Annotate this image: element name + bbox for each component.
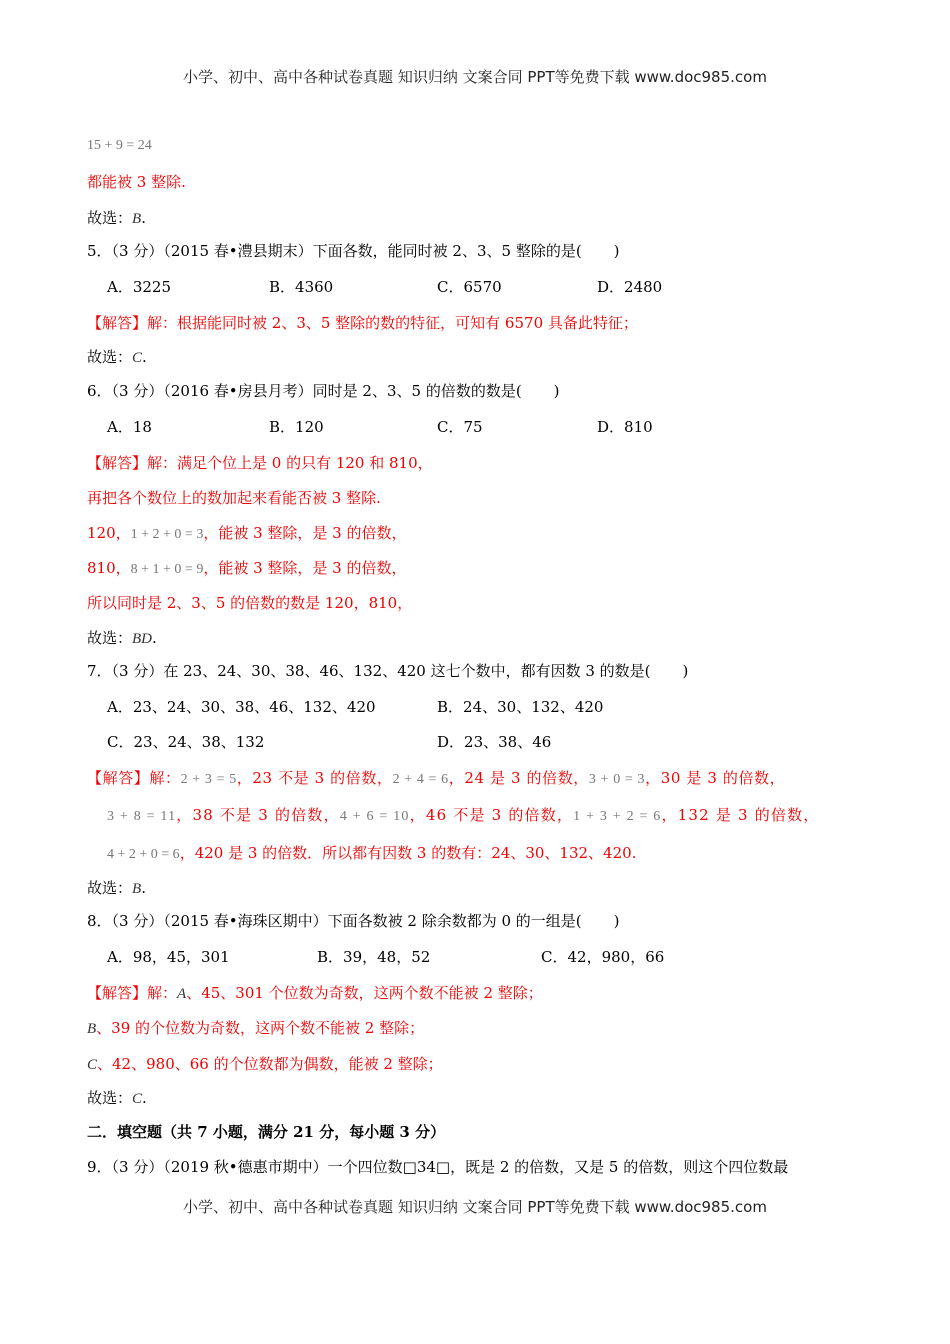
q6-stem: 6．（3 分）（2016 春•房县月考）同时是 2、3、5 的倍数的数是( ) — [87, 382, 560, 400]
q8-solution-line3: C、42、980、66 的个位数都为偶数，能被 2 整除； — [87, 1055, 443, 1073]
q6-solution-line4: 810，8 + 1 + 0 = 9，能被 3 整除，是 3 的倍数， — [87, 559, 407, 577]
q6-option-d: D．810 — [597, 418, 653, 436]
q6-option-a: A．18 — [107, 418, 152, 436]
q5-option-c: C．6570 — [437, 278, 502, 296]
q6-option-b: B．120 — [269, 418, 324, 436]
q9-stem: 9．（3 分）（2019 秋•德惠市期中）一个四位数□34□，既是 2 的倍数，又是 5 的倍数，则这个四位数最 — [87, 1158, 789, 1176]
q7-solution-line2: 3 + 8 = 11，38 不是 3 的倍数，4 + 6 = 10，46 不是 3 的倍数，1 + 3 + 2 = 6，132 是 3 的倍数， — [107, 806, 820, 824]
q8-option-c: C．42，980，66 — [541, 948, 665, 966]
q5-stem: 5．（3 分）（2015 春•澧县期末）下面各数，能同时被 2、3、5 整除的是( ) — [87, 242, 620, 260]
q7-answer: 故选：B. — [87, 879, 146, 897]
q7-option-a: A．23、24、30、38、46、132、420 — [107, 698, 376, 716]
prev-formula: 15 + 9 = 24 — [87, 138, 152, 153]
q5-answer: 故选：C. — [87, 348, 147, 366]
q6-solution-line1: 【解答】解：满足个位上是 0 的只有 120 和 810， — [87, 454, 433, 472]
q8-option-a: A．98，45，301 — [107, 948, 230, 966]
q8-option-b: B．39，48，52 — [317, 948, 431, 966]
q8-stem: 8．（3 分）（2015 春•海珠区期中）下面各数被 2 除余数都为 0 的一组是( ) — [87, 912, 620, 930]
q7-solution-line3: 4 + 2 + 0 = 6，420 是 3 的倍数．所以都有因数 3 的数有：24、30、132、420. — [107, 844, 637, 862]
q7-option-b: B．24、30、132、420 — [437, 698, 604, 716]
q5-option-a: A．3225 — [107, 278, 172, 296]
q5-option-d: D．2480 — [597, 278, 663, 296]
q6-answer: 故选：BD. — [87, 629, 157, 647]
q6-solution-line5: 所以同时是 2、3、5 的倍数的数是 120，810， — [87, 594, 413, 612]
q6-solution-line3: 120，1 + 2 + 0 = 3，能被 3 整除，是 3 的倍数， — [87, 524, 407, 542]
prev-solution-text: 都能被 3 整除. — [87, 173, 186, 191]
q7-option-c: C．23、24、38、132 — [107, 733, 265, 751]
q8-solution-line2: B、39 的个位数为奇数，这两个数不能被 2 整除； — [87, 1019, 425, 1037]
q7-solution-line1: 【解答】解：2 + 3 = 5，23 不是 3 的倍数，2 + 4 = 6，24 是 3 的倍数，3 + 0 = 3，30 是 3 的倍数， — [87, 769, 786, 787]
page-header: 小学、初中、高中各种试卷真题 知识归纳 文案合同 PPT等免费下载 www.doc985.com — [183, 68, 767, 86]
prev-answer: 故选：B. — [87, 209, 146, 227]
q6-option-c: C．75 — [437, 418, 483, 436]
q5-option-b: B．4360 — [269, 278, 334, 296]
q7-stem: 7．（3 分）在 23、24、30、38、46、132、420 这七个数中，都有因数 3 的数是( ) — [87, 662, 689, 680]
section-heading: 二．填空题（共 7 小题，满分 21 分，每小题 3 分） — [87, 1123, 446, 1141]
q7-option-d: D．23、38、46 — [437, 733, 552, 751]
q8-answer: 故选：C. — [87, 1089, 147, 1107]
q6-solution-line2: 再把各个数位上的数加起来看能否被 3 整除. — [87, 489, 381, 507]
q8-solution-line1: 【解答】解：A、45、301 个位数为奇数，这两个数不能被 2 整除； — [87, 984, 543, 1002]
page-footer: 小学、初中、高中各种试卷真题 知识归纳 文案合同 PPT等免费下载 www.doc985.com — [183, 1198, 767, 1216]
q5-solution: 【解答】解：根据能同时被 2、3、5 整除的数的特征，可知有 6570 具备此特征； — [87, 314, 638, 332]
